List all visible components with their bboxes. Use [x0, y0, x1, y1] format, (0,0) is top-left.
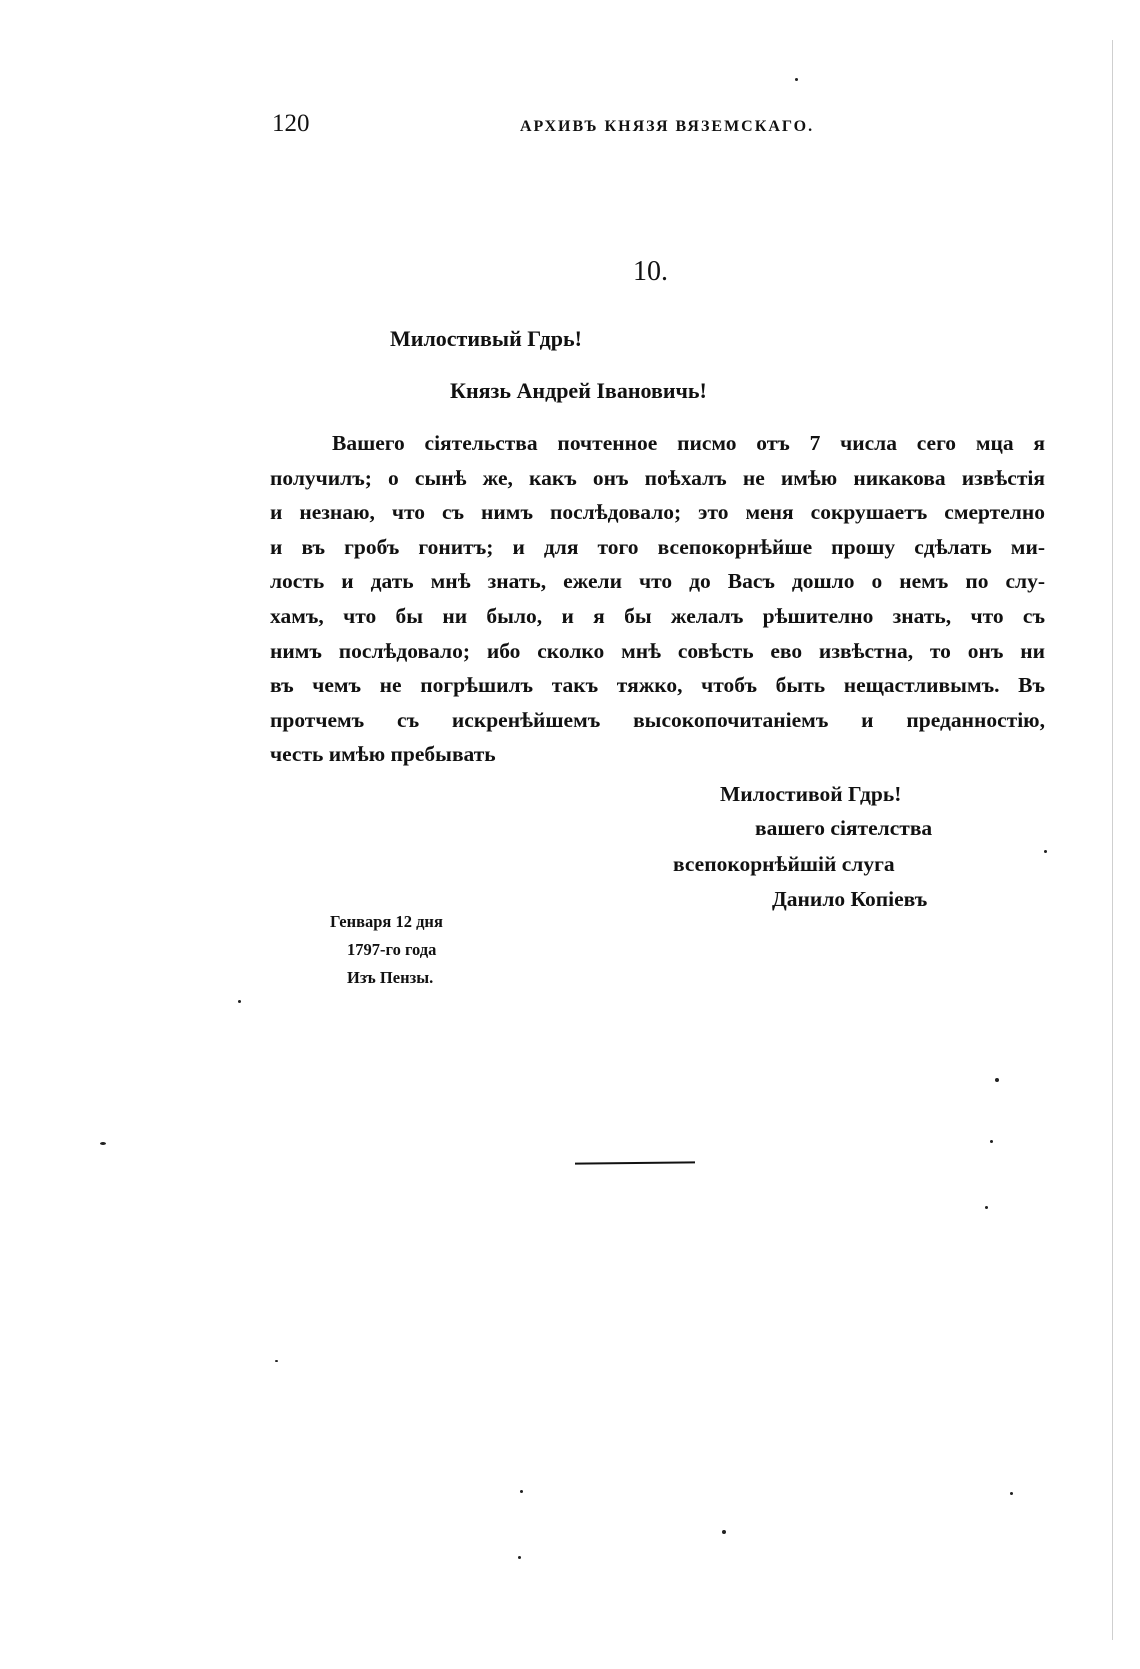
scan-speck — [520, 1490, 523, 1493]
scan-speck — [275, 1360, 278, 1362]
letter-line-3: и незнаю, что съ нимъ послѣдовало; это меня сокрушаетъ смертелно — [270, 500, 1045, 525]
scan-speck — [238, 1000, 241, 1003]
signature: Данило Копіевъ — [772, 887, 928, 911]
document-number: 10. — [633, 256, 668, 287]
letter-line-10: честь имѣю пребывать — [270, 742, 496, 767]
closing-title: вашего сіятелства — [755, 816, 933, 840]
page-edge-line — [1112, 40, 1113, 1640]
letter-line-2: получилъ; о сынѣ же, какъ онъ поѣхалъ не имѣю никакова извѣстія — [270, 465, 1045, 490]
letter-line-9: протчемъ съ искренѣйшемъ высокопочитаніемъ и преданностію, — [270, 707, 1045, 732]
letter-line-8: въ чемъ не погрѣшилъ такъ тяжко, чтобъ быть нещастливымъ. Въ — [270, 673, 1045, 698]
page-number: 120 — [272, 110, 310, 137]
closing-address: Милостивой Гдрь! — [720, 782, 902, 806]
running-header: АРХИВЪ КНЯЗЯ ВЯЗЕМСКАГО. — [520, 118, 815, 135]
letter-body — [270, 426, 1045, 772]
salutation-line-2: Князь Андрей Івановичь! — [450, 378, 707, 403]
scan-speck — [795, 78, 798, 81]
letter-line-6: хамъ, что бы ни было, и я бы желалъ рѣшително знать, что съ — [270, 603, 1045, 628]
letter-line-4: и въ гробъ гонитъ; и для того всепокорнѣйше прошу сдѣлать ми- — [270, 534, 1045, 559]
scan-speck — [990, 1140, 993, 1143]
dateline-year: 1797-го года — [347, 940, 437, 959]
dateline-date: Генваря 12 дня — [330, 912, 443, 931]
scan-speck — [1044, 850, 1047, 853]
end-rule — [575, 1161, 695, 1164]
scan-speck — [518, 1556, 521, 1559]
letter-line-5: лость и дать мнѣ знать, ежели что до Васъ дошло о немъ по слу- — [270, 569, 1045, 594]
dateline-place: Изъ Пензы. — [347, 968, 434, 987]
scan-speck — [985, 1206, 988, 1209]
scan-speck — [1010, 1492, 1013, 1495]
scan-speck — [722, 1530, 726, 1534]
closing-servant: всепокорнѣйшій слуга — [673, 852, 895, 876]
salutation-line-1: Милостивый Гдрь! — [390, 326, 582, 351]
letter-line-7: нимъ послѣдовало; ибо сколко мнѣ совѣсть ево извѣстна, то онъ ни — [270, 638, 1045, 663]
scan-speck — [995, 1078, 999, 1082]
scan-speck — [100, 1142, 106, 1145]
letter-line-1: Вашего сіятельства почтенное писмо отъ 7 числа сего мца я — [332, 431, 1045, 455]
